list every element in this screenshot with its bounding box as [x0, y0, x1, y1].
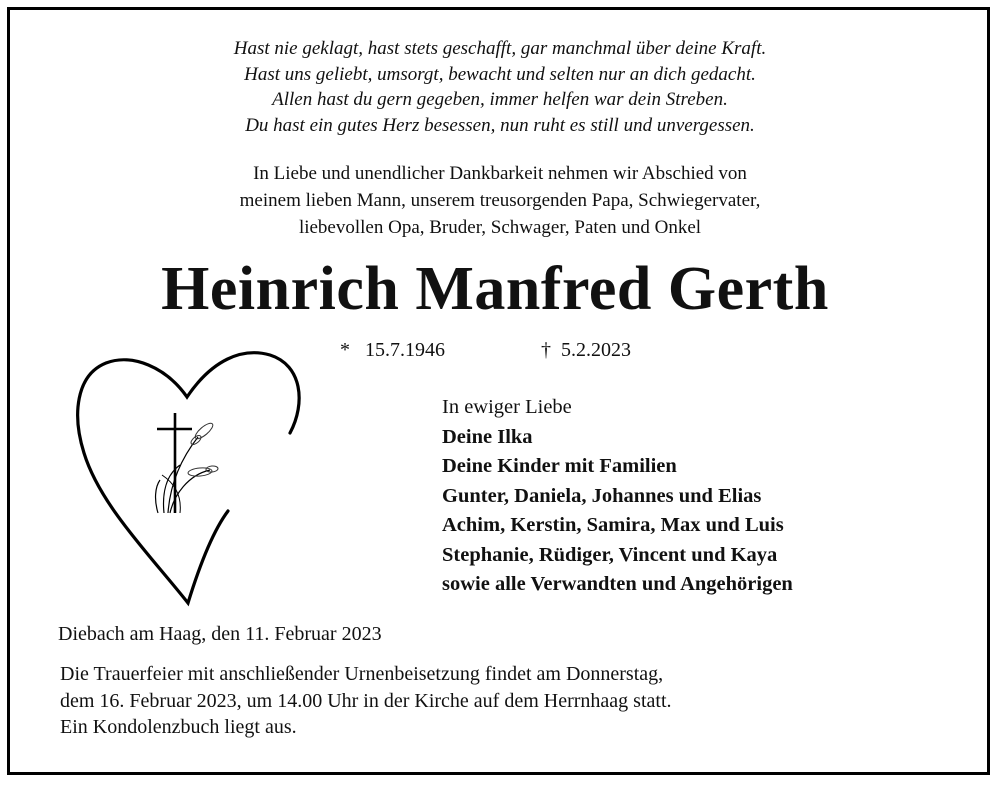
family-line: Gunter, Daniela, Johannes und Elias: [442, 484, 762, 507]
birth-date: [340, 337, 445, 363]
funeral-line: Ein Kondolenzbuch liegt aus.: [60, 716, 297, 738]
death-date-value: 5.2.2023: [561, 339, 631, 361]
family-intro: In ewiger Liebe: [442, 396, 572, 418]
intro-line: In Liebe und unendlicher Dankbarkeit nehmen wir Abschied von: [253, 163, 747, 184]
death-date: [541, 337, 631, 363]
funeral-info: [60, 661, 672, 741]
family-signatures: [442, 393, 793, 600]
birth-symbol: *: [340, 339, 350, 361]
farewell-intro: [0, 160, 1000, 241]
place-and-date: Diebach am Haag, den 11. Februar 2023: [58, 623, 382, 645]
family-line: sowie alle Verwandten und Angehörigen: [442, 573, 793, 595]
intro-line: meinem lieben Mann, unserem treusorgenden Papa, Schwiegervater,: [239, 190, 761, 211]
intro-line: liebevollen Opa, Bruder, Schwager, Paten und Onkel: [298, 217, 702, 238]
funeral-line: Die Trauerfeier mit anschließender Urnenbeisetzung findet am Donnerstag,: [60, 663, 664, 685]
death-symbol: †: [541, 339, 551, 361]
family-line: Deine Ilka: [442, 425, 533, 448]
funeral-line: dem 16. Februar 2023, um 14.00 Uhr in der Kirche auf dem Herrnhaag statt.: [60, 689, 672, 712]
heart-cross-wheat-icon: [70, 345, 310, 607]
family-line: Achim, Kerstin, Samira, Max und Luis: [442, 514, 784, 536]
poem-line: Hast nie geklagt, hast stets geschafft, gar manchmal über deine Kraft.: [233, 38, 767, 59]
poem-line: Du hast ein gutes Herz besessen, nun ruht es still und unvergessen.: [245, 114, 755, 136]
poem: [0, 36, 1000, 138]
family-line: Deine Kinder mit Familien: [442, 455, 677, 477]
deceased-name: Heinrich Manfred Gerth: [161, 255, 829, 323]
poem-line: Allen hast du gern gegeben, immer helfen war dein Streben.: [272, 89, 728, 110]
birth-date-value: 15.7.1946: [365, 339, 445, 361]
family-line: Stephanie, Rüdiger, Vincent und Kaya: [442, 543, 778, 566]
poem-line: Hast uns geliebt, umsorgt, bewacht und selten nur an dich gedacht.: [244, 63, 756, 85]
